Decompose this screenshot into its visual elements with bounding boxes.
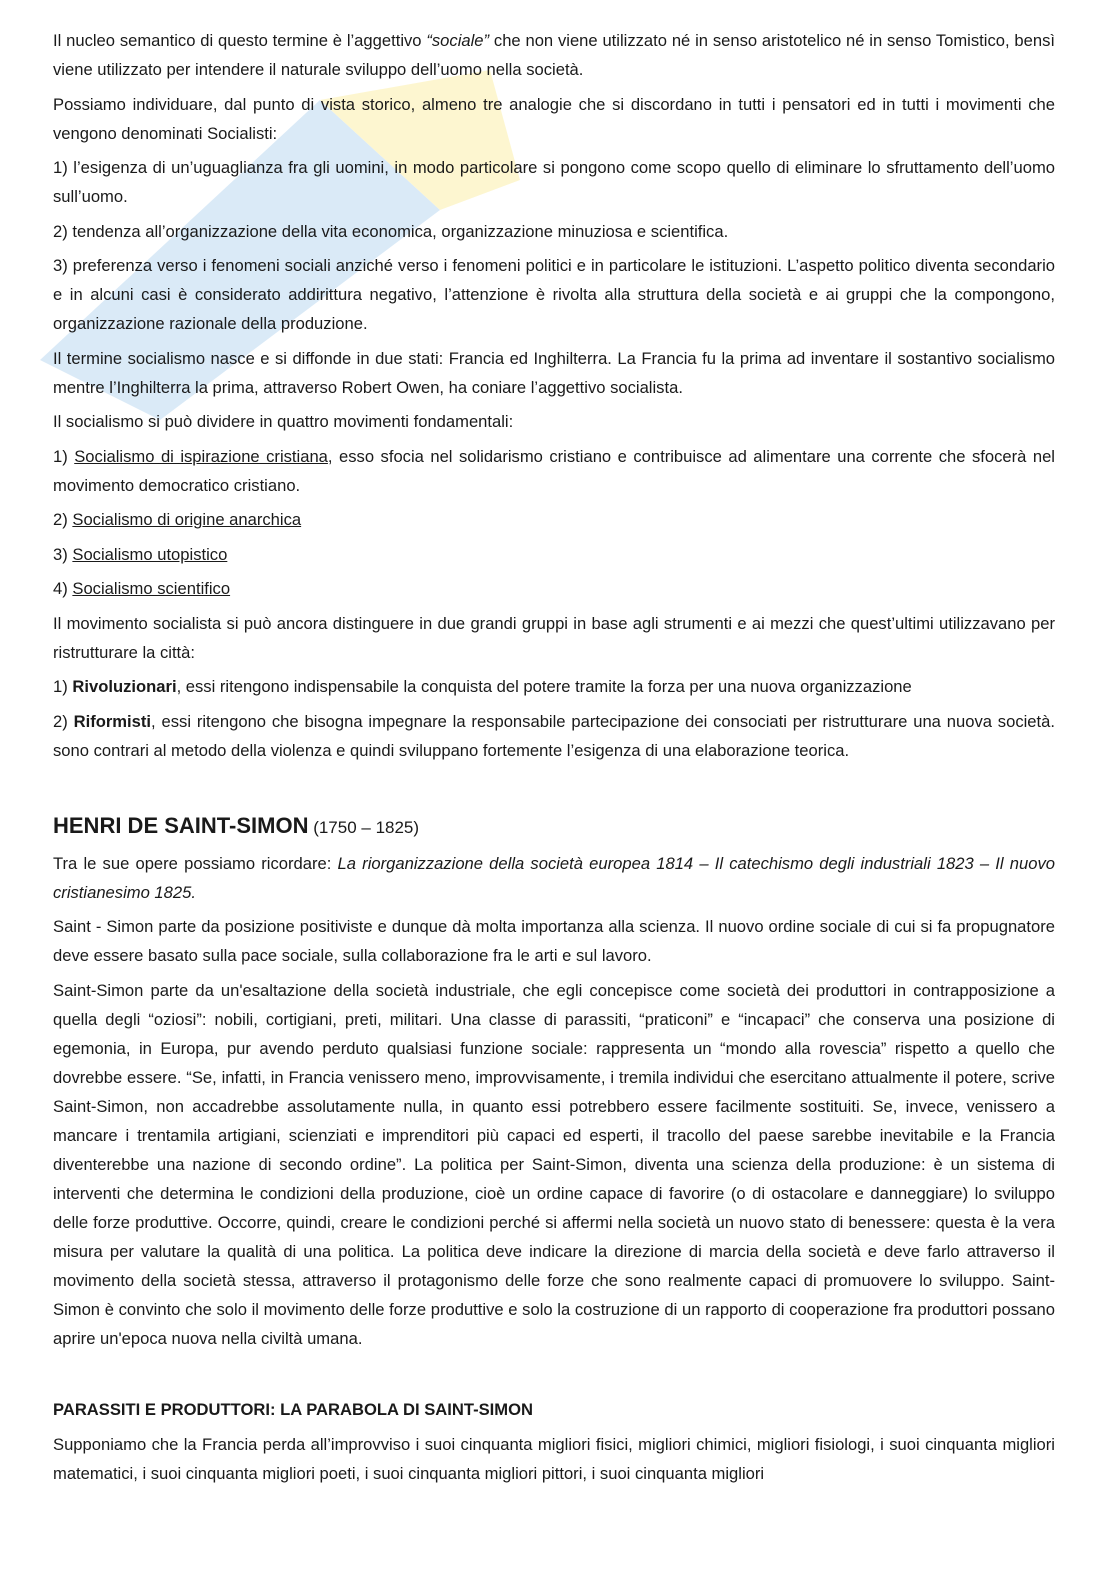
item-number: 4)	[53, 579, 73, 598]
group-name: Riformisti	[73, 711, 152, 731]
paragraph: Il socialismo si può dividere in quattro movimenti fondamentali:	[53, 412, 514, 431]
movement-item	[53, 574, 1055, 603]
paragraph: Supponiamo che la Francia perda all’improvviso i suoi cinquanta migliori fisici, migliori chimici, migliori fisiologi, i suoi cinquanta migliori matematici, i suoi cinquanta migliori poeti, i suoi cinquanta migliori pittori, i suoi cinquanta migliori	[53, 1434, 1055, 1483]
text: Il nucleo semantico di questo termine è l’aggettivo	[53, 31, 427, 50]
list-item: 3) preferenza verso i fenomeni sociali anziché verso i fenomeni politici e in particolare le istituzioni. L’aspetto politico diventa secondario e in alcuni casi è considerato addirittura negativo, l’attenzione è rivolta alla struttura della società e ai gruppi che la compongono, organizzazione razionale della produzione.	[53, 256, 1055, 333]
paragraph: Possiamo individuare, dal punto di vista storico, almeno tre analogie che si discordano in tutti i pensatori ed in tutti i movimenti che vengono denominati Socialisti:	[53, 94, 1055, 143]
item-number: 1)	[53, 677, 73, 696]
paragraph: Saint-Simon parte da un'esaltazione della società industriale, che egli concepisce come società dei produttori in contrapposizione a quella degli “oziosi”: nobili, cortigiani, preti, militari. Una classe di parassiti, “praticoni” e “incapaci” che conserva una posizione di egemonia, in Europa, pur avendo perduto qualsiasi funzione sociale: rappresenta un “mondo alla rovescia” rispetto a quello che dovrebbe essere. “Se, infatti, in Francia venissero meno, improvvisamente, i tremila individui che esercitano attualmente il potere, scrive Saint-Simon, non accadrebbe assolutamente nulla, in quanto essi potrebbero essere facilmente sostituiti. Se, invece, venissero a mancare i trentamila artigiani, scienziati e imprenditori più capaci ed esperti, il tracollo del paese sarebbe inevitabile e la Francia diventerebbe una nazione di secondo ordine”. La politica per Saint-Simon, diventa una scienza della produzione: è un sistema di interventi che determina le condizioni della produzione, cioè un ordine capace di favorire (o di ostacolare e danneggiare) lo sviluppo delle forze produttive. Occorre, quindi, creare le condizioni perché si affermi nella società un nuovo stato di benessere: questa è la vera misura per valutare la qualità di una politica. La politica deve indicare la direzione di marcia della società e deve farlo attraverso il movimento della società stessa, attraverso il protagonismo delle forze che sono realmente capaci di promuovere lo sviluppo. Saint-Simon è convinto che solo il movimento delle forze produttive e solo la costruzione di un rapporto di cooperazione fra produttori possano aprire un'epoca nuova nella civiltà umana.	[53, 980, 1055, 1348]
text: , essi ritengono che bisogna impegnare la responsabile partecipazione dei consociati per ristrutturare una nuova società. sono contrari al metodo della violenza e quindi sviluppano fortemente l’esigenza di una elaborazione teorica.	[53, 711, 1055, 760]
subsection-heading: PARASSITI E PRODUTTORI: LA PARABOLA DI SAINT-SIMON	[53, 1399, 533, 1419]
list-item: 1) l’esigenza di un’uguaglianza fra gli uomini, in modo particolare si pongono come scopo quello di eliminare lo sfruttamento dell’uomo sull’uomo.	[53, 158, 1055, 206]
paragraph	[53, 849, 1055, 907]
group-item	[53, 707, 1055, 765]
group-item	[53, 672, 1055, 701]
list-item: 2) tendenza all’organizzazione della vita economica, organizzazione minuziosa e scientifica.	[53, 221, 729, 241]
paragraph: Il movimento socialista si può ancora distinguere in due grandi gruppi in base agli strumenti e ai mezzi che quest’ultimi utilizzavano per ristrutturare la città:	[53, 613, 1055, 662]
heading-text: HENRI DE SAINT-SIMON	[53, 812, 309, 838]
text: che non viene utilizzato né in senso aristotelico né in senso Tomistico, bensì viene utilizzato per intendere il naturale sviluppo dell’uomo nella società.	[53, 31, 1055, 79]
paragraph: Saint - Simon parte da posizione positiviste e dunque dà molta importanza alla scienza. Il nuovo ordine sociale di cui si fa propugnatore deve essere basato sulla pace sociale, sulla collaborazione fra le arti e sul lavoro.	[53, 917, 1055, 965]
section-heading	[53, 809, 1055, 845]
item-number: 2)	[53, 711, 74, 731]
text: Tra le sue opere possiamo ricordare:	[53, 853, 338, 873]
movement-item	[53, 442, 1055, 500]
movement-name: Socialismo di ispirazione cristiana	[74, 446, 328, 466]
intro-paragraph	[53, 26, 1055, 84]
movement-name: Socialismo scientifico	[72, 579, 231, 598]
item-number: 1)	[53, 446, 75, 466]
movement-name: Socialismo utopistico	[72, 544, 228, 564]
document-page	[53, 26, 1055, 1493]
item-number: 3)	[53, 544, 73, 564]
movement-item	[53, 540, 1055, 569]
emphasis-text: “sociale”	[426, 31, 490, 50]
heading-years: (1750 – 1825)	[308, 817, 420, 837]
group-name: Rivoluzionari	[72, 677, 177, 696]
text: , essi ritengono indispensabile la conquista del potere tramite la forza per una nuova organizzazione	[176, 677, 912, 696]
works-list: La riorganizzazione della società europea 1814 – Il catechismo degli industriali 1823 – Il nuovo cristianesimo 1825.	[53, 853, 1055, 902]
item-number: 2)	[53, 510, 73, 529]
movement-item	[53, 505, 1055, 534]
text: , esso sfocia nel solidarismo cristiano e contribuisce ad alimentare una corrente che sfocerà nel movimento democratico cristiano.	[53, 446, 1055, 495]
movement-name: Socialismo di origine anarchica	[72, 510, 302, 529]
paragraph: Il termine socialismo nasce e si diffonde in due stati: Francia ed Inghilterra. La Francia fu la prima ad inventare il sostantivo socialismo mentre l’Inghilterra la prima, attraverso Robert Owen, ha coniare l’aggettivo socialista.	[53, 348, 1055, 397]
